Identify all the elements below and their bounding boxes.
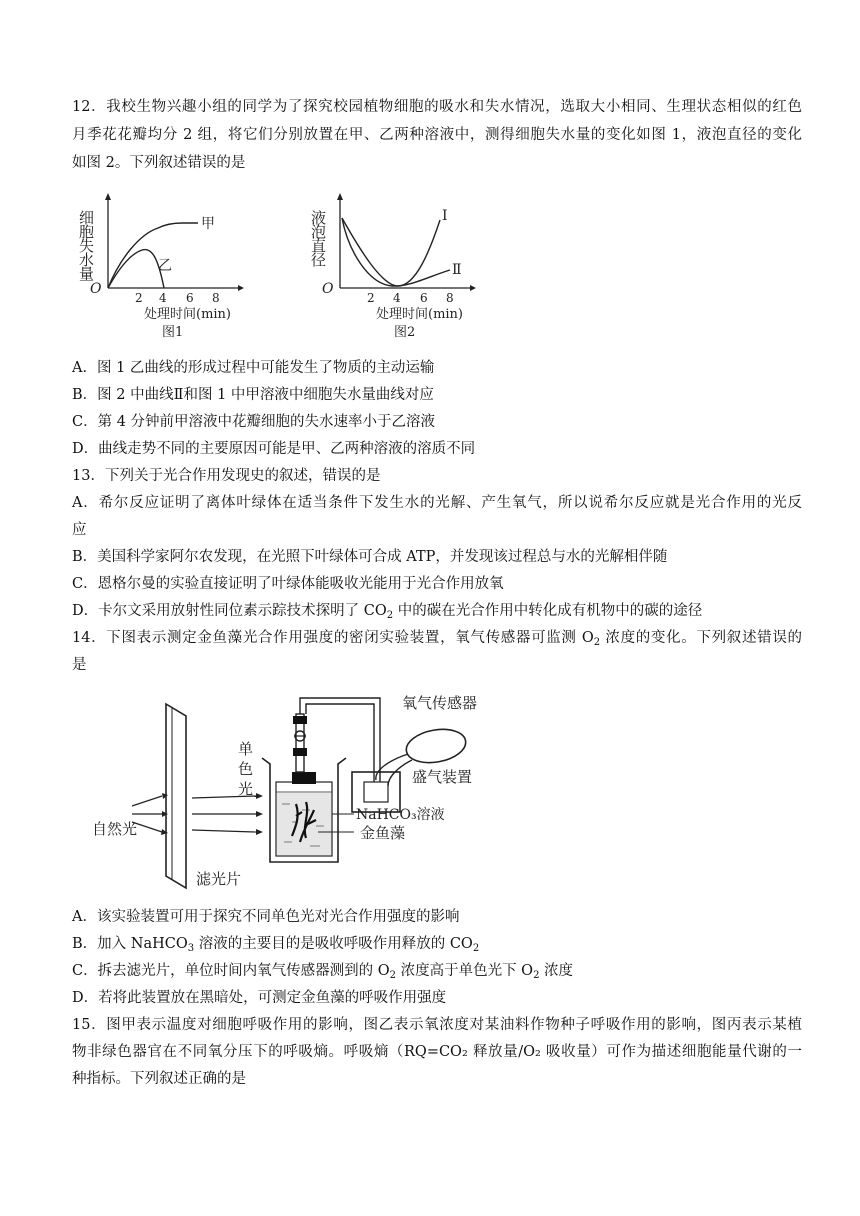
filter-label: 滤光片 — [196, 870, 242, 888]
q13-option-a-line-1: A．希尔反应证明了离体叶绿体在适当条件下发生水的光解、产生氧气，所以说希尔反应就是光合作用的光反 — [72, 495, 802, 511]
q13-option-d: D．卡尔文采用放射性同位素示踪技术探明了 $CO_2$ 中的碳在光合作用中转化成有机物中的碳的途径 — [72, 603, 703, 621]
fig2-curve-1-label: Ⅰ — [442, 208, 448, 224]
fig2-origin: O — [322, 281, 334, 297]
q12-option-d: D．曲线走势不同的主要原因可能是甲、乙两种溶液的溶质不同 — [72, 441, 476, 457]
q15-stem-line-2: 物非绿色器官在不同氧分压下的呼吸熵。呼吸熵（RQ=CO₂ 释放量/O₂ 吸收量）可作为描述细胞能量代谢的一 — [72, 1044, 802, 1060]
fig2-tick-8: 8 — [446, 291, 454, 305]
fig2-curve-2 — [342, 218, 450, 286]
q12-option-b: B．图 2 中曲线Ⅱ和图 1 中甲溶液中细胞失水量曲线对应 — [72, 387, 434, 403]
container-label: 盛气装置 — [412, 768, 473, 786]
fig1-tick-8: 8 — [212, 291, 220, 305]
fig2-tick-6: 6 — [420, 291, 428, 305]
q12-option-a: A．图 1 乙曲线的形成过程中可能发生了物质的主动运输 — [72, 360, 435, 376]
q13-stem: 13．下列关于光合作用发现史的叙述，错误的是 — [72, 468, 381, 484]
q14-option-b: B．加入 NaHCO$_3$ 溶液的主要目的是吸收呼吸作用释放的 $CO_2$ — [72, 936, 480, 954]
q15-stem-line-3: 种指标。下列叙述正确的是 — [72, 1071, 246, 1087]
fig1-curve-yi-label: 乙 — [158, 258, 172, 274]
q13-option-c: C．恩格尔曼的实验直接证明了叶绿体能吸收光能用于光合作用放氧 — [72, 576, 504, 592]
oxygen-sensor — [404, 725, 469, 767]
natural-light-label: 自然光 — [92, 820, 138, 838]
fig2-curve-1 — [342, 218, 440, 286]
q15-stem-line-1: 15．图甲表示温度对细胞呼吸作用的影响，图乙表示氧浓度对某油料作物种子呼吸作用的影响，图丙表示某植 — [72, 1017, 802, 1033]
mono-light-char-3: 光 — [238, 780, 254, 798]
solution-label: NaHCO₃溶液 — [356, 807, 445, 823]
q13-option-a-line-2: 应 — [72, 522, 87, 538]
q12-stem-line-2: 月季花花瓣均分 2 组，将它们分别放置在甲、乙两种溶液中，测得细胞失水量的变化如图 1，液泡直径的变化 — [72, 127, 802, 143]
fig2-curve-2-label: Ⅱ — [452, 262, 462, 278]
fig1-tick-4: 4 — [159, 291, 167, 305]
fig1-curve-jia-label: 甲 — [201, 216, 215, 232]
mono-light-char-2: 色 — [238, 760, 254, 778]
filter-pane — [166, 704, 186, 888]
fig1-caption: 图1 — [162, 325, 184, 340]
fig2-caption: 图2 — [394, 325, 416, 340]
fig1-x-label: 处理时间(min) — [144, 307, 232, 322]
fig1-tick-6: 6 — [186, 291, 194, 305]
sensor-label: 氧气传感器 — [402, 694, 478, 712]
q14-option-a: A．该实验装置可用于探究不同单色光对光合作用强度的影响 — [72, 909, 460, 925]
fig2-x-label: 处理时间(min) — [376, 307, 464, 322]
fig1-origin: O — [90, 281, 102, 297]
fig1-tick-2: 2 — [135, 291, 143, 305]
fig2-y-label: 液泡直径 — [309, 210, 327, 266]
q13-option-b: B．美国科学家阿尔农发现，在光照下叶绿体可合成 ATP，并发现该过程总与水的光解相伴随 — [72, 549, 668, 565]
q12-figure-1 — [77, 190, 260, 350]
q12-figure-2 — [309, 190, 492, 350]
fig1-y-label: 细胞失水量 — [77, 210, 95, 280]
fig2-tick-4: 4 — [393, 291, 401, 305]
q14-option-c: C．拆去滤光片，单位时间内氧气传感器测到的 $O_2$ 浓度高于单色光下 $O_2$ 浓度 — [72, 963, 574, 981]
q14-apparatus-figure — [70, 686, 530, 898]
q12-stem-line-1: 12．我校生物兴趣小组的同学为了探究校园植物细胞的吸水和失水情况，选取大小相同、生理状态相似的红色 — [72, 99, 802, 115]
plant-label: 金鱼藻 — [360, 824, 406, 842]
q12-stem-line-3: 如图 2。下列叙述错误的是 — [72, 155, 246, 171]
fig2-tick-2: 2 — [367, 291, 375, 305]
q14-option-d: D．若将此装置放在黑暗处，可测定金鱼藻的呼吸作用强度 — [72, 990, 447, 1006]
mono-light-char-1: 单 — [238, 740, 254, 758]
q14-stem-line-1: 14．下图表示测定金鱼藻光合作用强度的密闭实验装置，氧气传感器可监测 $O_2$ 浓度的变化。下列叙述错误的 — [72, 630, 802, 648]
q14-stem-line-2: 是 — [72, 657, 87, 673]
q12-option-c: C．第 4 分钟前甲溶液中花瓣细胞的失水速率小于乙溶液 — [72, 414, 436, 430]
